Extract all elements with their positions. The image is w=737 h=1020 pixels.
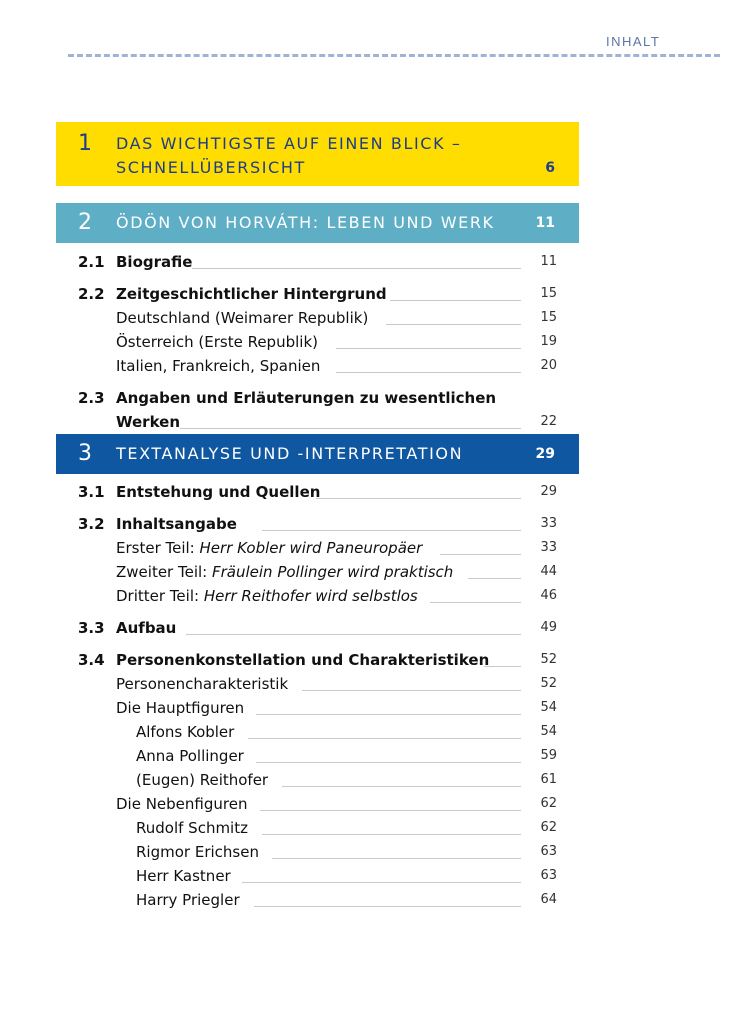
chapter-number: 3 — [78, 441, 92, 466]
entry-page: 64 — [540, 892, 557, 907]
dot-leader — [336, 348, 521, 349]
dot-leader — [248, 738, 521, 739]
entry-label: Herr Kastner — [136, 867, 231, 885]
header-dashed-rule — [68, 54, 720, 57]
entry-page: 52 — [540, 652, 557, 667]
entry-italic-title: Fräulein Pollinger wird praktisch — [211, 563, 454, 581]
toc-entry-personencharakteristik[interactable] — [56, 672, 579, 696]
toc-entry-3-2-teil-1[interactable] — [56, 536, 579, 560]
dot-leader — [316, 498, 521, 499]
entry-page: 59 — [540, 748, 557, 763]
dot-leader — [254, 906, 521, 907]
section-number: 2.2 — [78, 285, 105, 303]
entry-label — [116, 584, 418, 608]
entry-label: Anna Pollinger — [136, 747, 244, 765]
toc-entry-rudolf-schmitz[interactable] — [56, 816, 579, 840]
toc-entry-2-2-deutschland[interactable] — [56, 306, 579, 330]
entry-label: Zeitgeschichtlicher Hintergrund — [116, 285, 387, 303]
toc-entry-3-2-teil-2[interactable] — [56, 560, 579, 584]
entry-page: 62 — [540, 820, 557, 835]
chapter-3-heading[interactable] — [56, 434, 579, 474]
chapter-title — [116, 132, 461, 180]
chapter-1-heading[interactable] — [56, 122, 579, 186]
toc-entry-herr-kastner[interactable] — [56, 864, 579, 888]
entry-prefix: Dritter Teil: — [116, 587, 204, 605]
toc-entry-rigmor-erichsen[interactable] — [56, 840, 579, 864]
entry-page: 33 — [540, 516, 557, 531]
toc-entry-2-2-oesterreich[interactable] — [56, 330, 579, 354]
entry-label: Deutschland (Weimarer Republik) — [116, 309, 369, 327]
entry-label-line-2: Werken — [116, 413, 181, 431]
dot-leader — [256, 762, 521, 763]
entry-label: Entstehung und Quellen — [116, 483, 321, 501]
entry-label: Italien, Frankreich, Spanien — [116, 357, 321, 375]
entry-label: Harry Priegler — [136, 891, 240, 909]
toc-entry-2-2-italien[interactable] — [56, 354, 579, 378]
chapter-title: TEXTANALYSE UND -INTERPRETATION — [116, 444, 464, 463]
entry-prefix: Erster Teil: — [116, 539, 200, 557]
entry-label: Inhaltsangabe — [116, 515, 237, 533]
entry-page: 15 — [540, 286, 557, 301]
dot-leader — [242, 882, 521, 883]
dot-leader — [260, 810, 521, 811]
entry-page: 33 — [540, 540, 557, 555]
entry-label: Österreich (Erste Republik) — [116, 333, 318, 351]
entry-page: 20 — [540, 358, 557, 373]
entry-page: 54 — [540, 700, 557, 715]
chapter-title-line-2: SCHNELLÜBERSICHT — [116, 158, 306, 177]
chapter-page: 6 — [545, 160, 555, 176]
entry-label — [116, 560, 453, 584]
entry-prefix: Zweiter Teil: — [116, 563, 212, 581]
toc-entry-hauptfiguren[interactable] — [56, 696, 579, 720]
dot-leader — [262, 530, 521, 531]
dot-leader — [186, 634, 521, 635]
entry-label: Alfons Kobler — [136, 723, 235, 741]
dot-leader — [484, 666, 521, 667]
chapter-2-heading[interactable] — [56, 203, 579, 243]
dot-leader — [282, 786, 521, 787]
entry-label: Personenkonstellation und Charakteristiken — [116, 651, 490, 669]
toc-entry-anna-pollinger[interactable] — [56, 744, 579, 768]
chapter-page: 11 — [535, 215, 555, 231]
entry-label: Biografie — [116, 253, 193, 271]
toc-entry-2-3[interactable] — [56, 386, 579, 434]
toc-entry-2-1[interactable] — [56, 250, 579, 274]
dot-leader — [430, 602, 521, 603]
entry-page: 29 — [540, 484, 557, 499]
chapter-page: 29 — [535, 446, 555, 462]
entry-page: 52 — [540, 676, 557, 691]
entry-italic-title: Herr Kobler wird Paneuropäer — [199, 539, 423, 557]
entry-italic-title: Herr Reithofer wird selbstlos — [203, 587, 418, 605]
entry-page: 63 — [540, 868, 557, 883]
entry-label: Personencharakteristik — [116, 675, 289, 693]
entry-page: 46 — [540, 588, 557, 603]
section-number: 2.1 — [78, 253, 105, 271]
section-number: 3.3 — [78, 619, 105, 637]
toc-entry-3-2-teil-3[interactable] — [56, 584, 579, 608]
chapter-title: ÖDÖN VON HORVÁTH: LEBEN UND WERK — [116, 213, 495, 232]
dot-leader — [468, 578, 521, 579]
dot-leader — [272, 858, 521, 859]
entry-page: 19 — [540, 334, 557, 349]
section-number: 2.3 — [78, 389, 105, 407]
dot-leader — [262, 834, 521, 835]
dot-leader — [180, 428, 521, 429]
toc-entry-reithofer[interactable] — [56, 768, 579, 792]
chapter-number: 1 — [78, 131, 92, 156]
entry-label: Aufbau — [116, 619, 177, 637]
entry-label: (Eugen) Reithofer — [136, 771, 269, 789]
entry-label-line-1: Angaben und Erläuterungen zu wesentlichen — [116, 389, 497, 407]
entry-page: 63 — [540, 844, 557, 859]
toc-entry-alfons-kobler[interactable] — [56, 720, 579, 744]
entry-page: 62 — [540, 796, 557, 811]
toc-entry-3-3[interactable] — [56, 616, 579, 640]
chapter-number: 2 — [78, 210, 92, 235]
toc-entry-2-2[interactable] — [56, 282, 579, 306]
table-of-contents — [56, 122, 579, 912]
dot-leader — [302, 690, 521, 691]
entry-label: Rigmor Erichsen — [136, 843, 259, 861]
entry-page: 44 — [540, 564, 557, 579]
section-number: 3.4 — [78, 651, 105, 669]
entry-page: 22 — [540, 414, 557, 429]
section-number: 3.2 — [78, 515, 105, 533]
section-number: 3.1 — [78, 483, 105, 501]
entry-page: 11 — [540, 254, 557, 269]
dot-leader — [440, 554, 521, 555]
entry-label: Die Nebenfiguren — [116, 795, 248, 813]
entry-page: 15 — [540, 310, 557, 325]
toc-entry-3-2[interactable] — [56, 512, 579, 536]
entry-label — [116, 536, 422, 560]
dot-leader — [192, 268, 521, 269]
running-header: INHALT — [606, 34, 661, 49]
entry-label: Rudolf Schmitz — [136, 819, 248, 837]
dot-leader — [256, 714, 521, 715]
toc-entry-harry-priegler[interactable] — [56, 888, 579, 912]
dot-leader — [390, 300, 521, 301]
toc-entry-3-4[interactable] — [56, 648, 579, 672]
entry-page: 49 — [540, 620, 557, 635]
toc-entry-3-1[interactable] — [56, 480, 579, 504]
dot-leader — [386, 324, 521, 325]
dot-leader — [336, 372, 521, 373]
entry-label — [116, 386, 536, 434]
toc-entry-nebenfiguren[interactable] — [56, 792, 579, 816]
chapter-title-line-1: DAS WICHTIGSTE AUF EINEN BLICK – — [116, 134, 462, 153]
entry-page: 61 — [540, 772, 557, 787]
entry-page: 54 — [540, 724, 557, 739]
entry-label: Die Hauptfiguren — [116, 699, 245, 717]
